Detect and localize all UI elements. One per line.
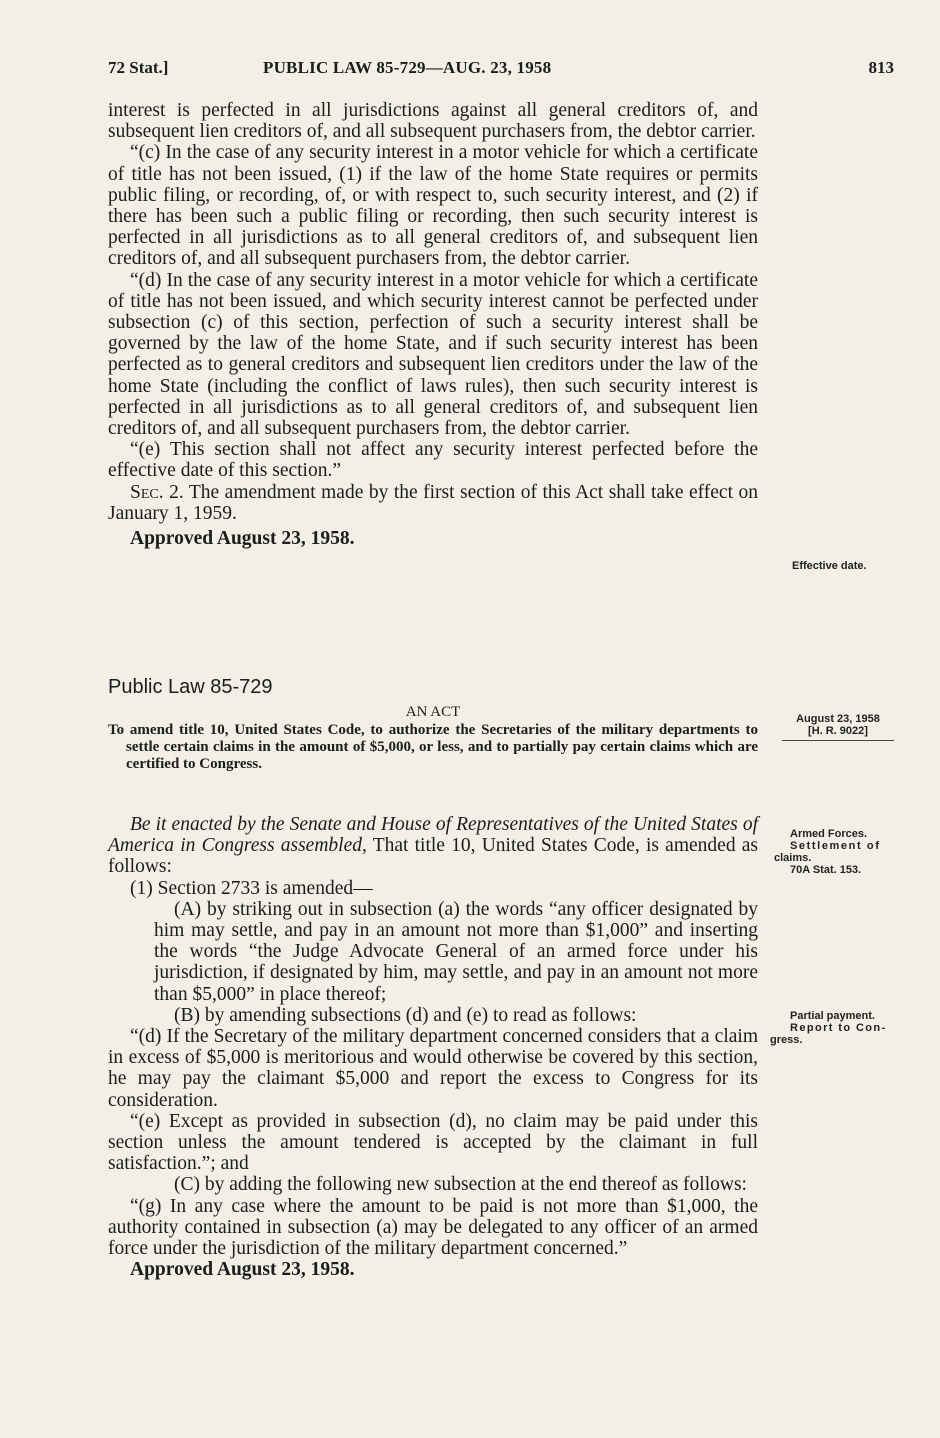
header-title: PUBLIC LAW 85-729—AUG. 23, 1958 [263,58,552,77]
quote-subsection-g: “(g) In any case where the amount to be paid is not more than $1,000, the authority contained in subsection (a) may be delegated to any officer of an armed force under the jurisdiction of the military department concerned.” [108,1195,758,1260]
item-1: (1) Section 2733 is amended— [130,877,373,899]
margin-note-armed-forces [774,828,904,876]
paragraph-subsection-e: “(e) This section shall not affect any security interest perfected before the effective date of this section.” [108,439,758,482]
margin-partial-line-1: Partial payment. [790,1010,875,1022]
margin-note-partial-payment [770,1010,898,1046]
margin-partial-line-2: Report to Con- [790,1022,887,1034]
margin-armed-line-3: claims. [774,852,812,864]
paragraph-continuation: interest is perfected in all jurisdictions against all general creditors of, and subsequent lien creditors of, and all subsequent purchasers from, the debtor carrier. [108,100,758,143]
page-number: 813 [868,58,894,77]
margin-partial-line-3: gress. [770,1034,803,1046]
paragraph-subsection-c: “(c) In the case of any security interest in a motor vehicle for which a certificate of title has not been issued, (1) if the law of the home State requires or permits public filing, or recording, of, or with respect to, such security interest, and (2) if there has been such a public filing or recording, then such security interest is perfected in all jurisdictions as to all general creditors of, and subsequent lien creditors of, and all subsequent purchasers from, the debtor carrier. [108,142,758,270]
enacting-clause-rest: That title 10, United States Code, is amended as follows: [108,835,759,878]
enacting-clause [108,814,758,878]
margin-bill-number: [H. R. 9022] [808,725,868,737]
margin-armed-line-2: Settlement of [790,840,881,852]
approval-line-2: Approved August 23, 1958. [130,1259,355,1281]
item-b: (B) by amending subsections (d) and (e) to read as follows: [174,1004,637,1026]
item-a: (A) by striking out in subsection (a) the words “any officer designated by him may settle, and pay in an amount not more than $1,000” and inserting the words “the Judge Advocate General of an armed force under his jurisdiction, if designated by him, may settle, and pay in an amount not more than $5,000” in place thereof; [154,898,758,1005]
quote-subsection-e: “(e) Except as provided in subsection (d), no claim may be paid under this section unless the amount tendered is accepted by the claimant in full satisfaction.”; and [108,1110,758,1175]
margin-armed-line-4: 70A Stat. 153. [790,864,862,876]
item-c: (C) by adding the following new subsection at the end thereof as follows: [174,1174,747,1196]
paragraph-section-2 [108,482,758,524]
section-2-text: The amendment made by the first section of this Act shall take effect on January 1, 1959. [108,481,758,524]
margin-armed-line-1: Armed Forces. [790,828,868,840]
enacting-clause-italic: Be it enacted by the Senate and House of Representatives of the United States of America in Congress assembled, [108,814,758,857]
act-heading: AN ACT [405,704,461,720]
margin-note-act-date [782,713,894,741]
margin-divider [782,740,894,741]
margin-note-effective-date: Effective date. [792,560,867,572]
page-header [108,58,894,84]
act-description: To amend title 10, United States Code, to authorize the Secretaries of the military departments to settle certain claims in the amount of $5,000, or less, and to partially pay certain claims which are certified to Congress. [108,722,758,772]
section-2-label: Sec. 2. [130,481,184,503]
margin-date-line: August 23, 1958 [796,713,880,725]
body-text-bottom [108,814,758,1280]
public-law-title: Public Law 85-729 [108,676,273,698]
paragraph-subsection-d: “(d) In the case of any security interest in a motor vehicle for which a certificate of title has not been issued, and which security interest cannot be perfected under subsection (c) of this section, perfection of such a security interest shall be governed by the law of the home State, and if such security interest has been perfected as to general creditors and subsequent lien creditors under the law of the home State (including the conflict of laws rules), then such security interest is perfected in all jurisdictions as to all general creditors of, and subsequent lien creditors of, and all subsequent purchasers from, the debtor carrier. [108,269,758,440]
body-text-top [108,100,758,549]
quote-subsection-d: “(d) If the Secretary of the military department concerned considers that a claim in excess of $5,000 is meritorious and would otherwise be covered by this section, he may pay the claimant $5,000 and report the excess to Congress for its consideration. [108,1026,758,1111]
approval-line-1: Approved August 23, 1958. [130,528,355,550]
header-statute-ref: 72 Stat.] [108,58,169,77]
